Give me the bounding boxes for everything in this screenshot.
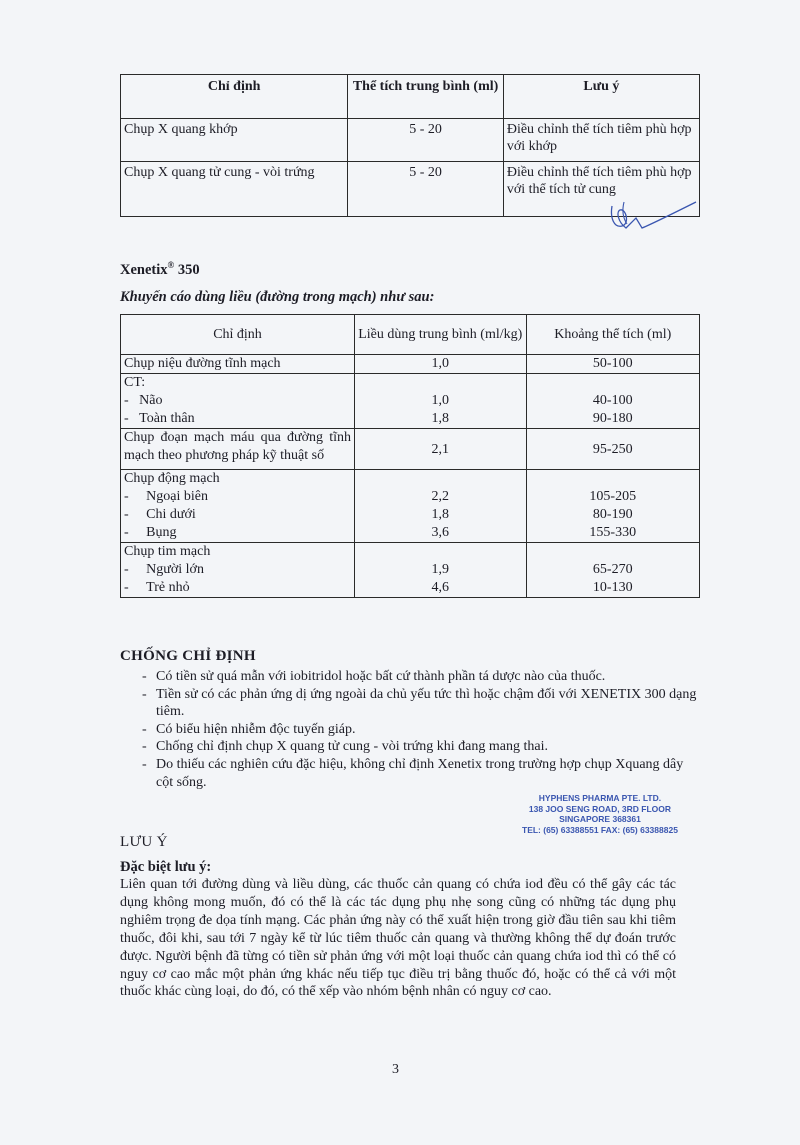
row-indication: CT: [124, 375, 146, 390]
row-volume: 5 - 20 [348, 119, 504, 162]
table-header-row [121, 75, 700, 119]
company-stamp: HYPHENS PHARMA PTE. LTD. 138 JOO SENG ROAD, 3RD FLOOR SINGAPORE 368361 TEL: (65) 63388551 FAX: (65) 63388825 [522, 793, 678, 835]
header-average-dose: Liều dùng trung bình (ml/kg) [355, 315, 526, 355]
sub-item: - Người lớn [124, 562, 204, 577]
row-dose: 2,2 [431, 489, 449, 504]
header-indication: Chỉ định [121, 315, 355, 355]
row-dose: 3,6 [431, 525, 449, 540]
dosage-table [120, 314, 700, 598]
table-row [121, 429, 700, 470]
sub-item: - Chi dưới [124, 507, 196, 522]
list-item: - Tiền sử có các phản ứng dị ứng ngoài da chủ yếu tức thì hoặc chậm đối với XENETIX 300 dạng tiêm. [142, 686, 697, 720]
table-row [121, 543, 700, 598]
row-range: 40-100 [592, 393, 633, 408]
table-header-row [121, 315, 700, 355]
table-row [121, 374, 700, 429]
dosage-heading: Khuyến cáo dùng liều (đường trong mạch) như sau: [120, 289, 435, 305]
product-heading: Xenetix® 350 [120, 260, 200, 278]
list-item: - Có tiền sử quá mẫn với iobitridol hoặc bất cứ thành phần tá dược nào của thuốc. [142, 669, 606, 684]
row-range: 65-270 [592, 562, 633, 577]
sub-item: - Trẻ nhỏ [124, 580, 190, 595]
row-indication: Chụp tim mạch [124, 544, 211, 559]
list-item: - Do thiếu các nghiên cứu đặc hiệu, không chỉ định Xenetix trong trường hợp chụp Xquang dây cột sống. [142, 756, 684, 790]
contraindications-heading: CHỐNG CHỈ ĐỊNH [120, 648, 256, 664]
table-row [121, 355, 700, 374]
list-item: - Có biểu hiện nhiễm độc tuyến giáp. [142, 721, 356, 737]
row-note: Điều chỉnh thể tích tiêm phù hợp với thể tích tử cung [503, 162, 699, 217]
row-range: 105-205 [589, 489, 637, 504]
page-number: 3 [392, 1062, 399, 1077]
row-volume: 5 - 20 [348, 162, 504, 217]
row-indication: Chụp động mạch [124, 471, 220, 486]
row-dose: 1,0 [431, 393, 449, 408]
header-indication: Chỉ định [121, 75, 348, 119]
notes-heading: LƯU Ý [120, 834, 168, 850]
row-indication: Chụp X quang khớp [121, 119, 348, 162]
header-note: Lưu ý [503, 75, 699, 119]
row-range: 50-100 [592, 356, 633, 371]
sub-item: - Bụng [124, 525, 177, 540]
row-range: 155-330 [589, 525, 637, 540]
row-dose: 2,1 [355, 429, 526, 470]
contraindications-list [142, 668, 702, 791]
row-dose: 1,8 [431, 411, 449, 426]
row-range: 90-180 [592, 411, 633, 426]
table-row [121, 470, 700, 543]
row-range: 80-190 [592, 507, 633, 522]
row-indication: Chụp đoạn mạch máu qua đường tĩnh mạch theo phương pháp kỹ thuật số [121, 429, 355, 470]
header-average-volume: Thể tích trung bình (ml) [348, 75, 504, 119]
table-row [121, 119, 700, 162]
header-volume-range: Khoảng thể tích (ml) [526, 315, 700, 355]
row-indication: Chụp X quang tử cung - vòi trứng [121, 162, 348, 217]
row-range: 10-130 [592, 580, 633, 595]
row-note: Điều chỉnh thể tích tiêm phù hợp với khớp [503, 119, 699, 162]
sub-item: - Ngoại biên [124, 489, 208, 504]
row-range: 95-250 [526, 429, 700, 470]
row-dose: 1,9 [431, 562, 449, 577]
handwritten-signature [592, 188, 702, 236]
list-item: - Chống chỉ định chụp X quang tử cung - vòi trứng khi đang mang thai. [142, 739, 548, 755]
special-notes-subheading: Đặc biệt lưu ý: [120, 859, 212, 875]
sub-item: - Não [124, 393, 163, 408]
row-dose: 1,8 [431, 507, 449, 522]
sub-item: - Toàn thân [124, 411, 195, 426]
row-dose: 1,0 [431, 356, 449, 371]
row-indication: Chụp niệu đường tĩnh mạch [124, 356, 281, 371]
row-dose: 4,6 [431, 580, 449, 595]
notes-paragraph: Liên quan tới đường dùng và liều dùng, các thuốc cản quang có chứa iod đều có thể gây các tác dụng không mong muốn, đó có thể là các tác dụng phụ nhẹ song cũng có những tác dụng phụ nghiêm trọng đe dọa tính mạng. Các phản ứng này có thể xuất hiện trong giờ đầu tiên sau khi tiêm thuốc, đôi khi, sau tới 7 ngày kể từ lúc tiêm thuốc cản quang và thường không thể dự đoán trước được. Người bệnh đã từng có tiền sử phản ứng với một loại thuốc cản quang chứa iod thì có thể có nguy cơ cao mắc một phản ứng khác nếu tiếp tục điều trị bằng thuốc đó, hoặc có thể cả với một thuốc khác cùng loại, do đó, có thể xếp vào nhóm bệnh nhân có nguy cơ cao. [120, 877, 676, 1000]
